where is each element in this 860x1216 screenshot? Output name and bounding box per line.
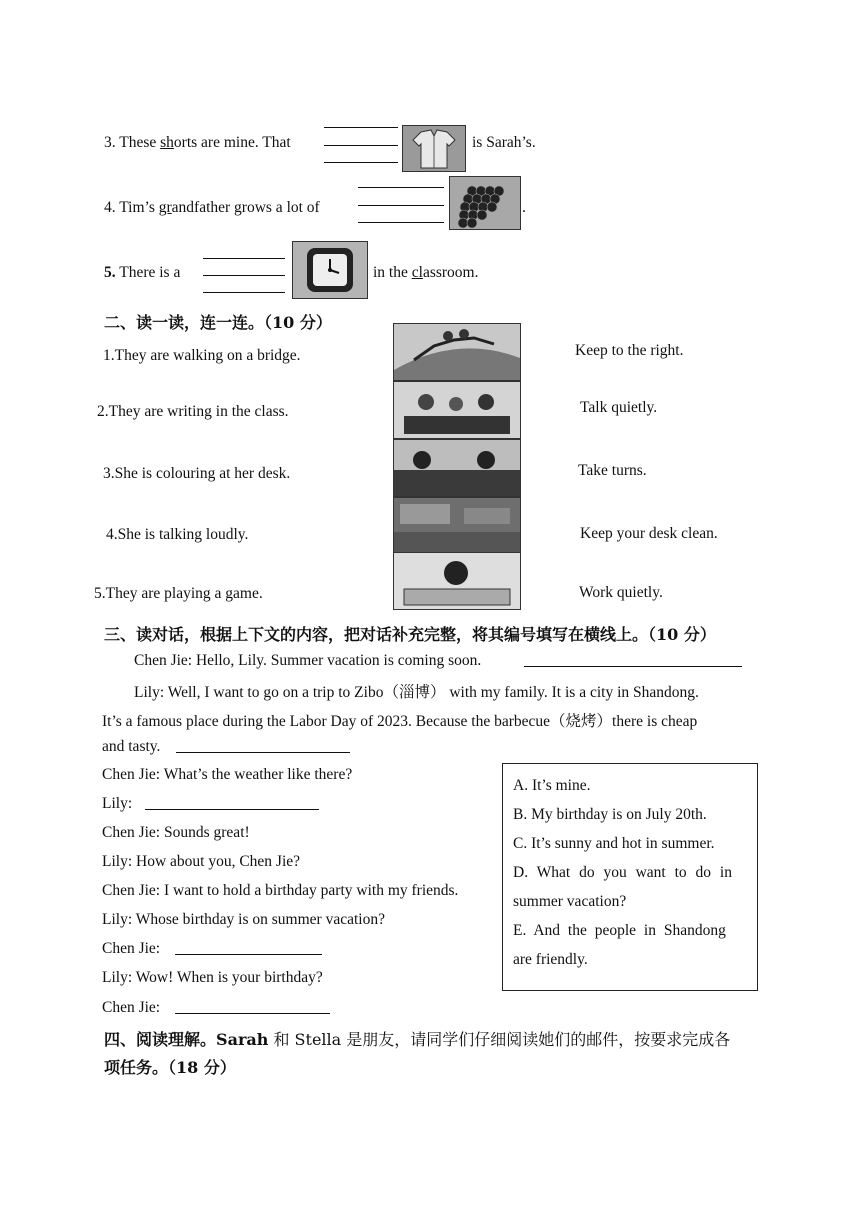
picture-writing	[393, 381, 521, 439]
dialogue-blank-2[interactable]	[176, 752, 350, 753]
option-b: B. My birthday is on July 20th.	[513, 806, 707, 823]
answer-line-4a[interactable]	[358, 187, 444, 188]
match-sentence-5: 5.They are playing a game.	[94, 585, 263, 602]
dialogue-line-10: Lily: Whose birthday is on summer vacation?	[102, 911, 385, 928]
option-d: D. What do you want to do in	[513, 864, 732, 881]
answer-line-3c[interactable]	[324, 162, 398, 163]
answer-line-4b[interactable]	[358, 205, 444, 206]
shirt-picture	[402, 125, 466, 172]
dialogue-blank-1[interactable]	[524, 666, 742, 667]
section-3-heading: 三、读对话，根据上下文的内容，把对话补充完整，将其编号填写在横线上。（10 分）	[104, 625, 716, 644]
dialogue-blank-4[interactable]	[175, 954, 322, 955]
match-sentence-2: 2.They are writing in the class.	[97, 403, 289, 420]
dialogue-blank-5[interactable]	[175, 1013, 330, 1014]
question-5: 5. There is a	[104, 264, 181, 281]
option-e-cont: are friendly.	[513, 951, 588, 968]
section-4-heading-cont: 项任务。（18 分）	[104, 1058, 236, 1077]
dialogue-line-9: Chen Jie: I want to hold a birthday party with my friends.	[102, 882, 459, 899]
dialogue-line-1: Chen Jie: Hello, Lily. Summer vacation is coming soon.	[134, 652, 482, 669]
dialogue-line-7: Chen Jie: Sounds great!	[102, 824, 250, 841]
answer-line-5a[interactable]	[203, 258, 285, 259]
picture-bridge	[393, 323, 521, 381]
match-rule-4: Keep your desk clean.	[580, 525, 718, 542]
option-a: A. It’s mine.	[513, 777, 591, 794]
dialogue-blank-3[interactable]	[145, 809, 319, 810]
grapes-picture	[449, 176, 521, 230]
match-sentence-3: 3.She is colouring at her desk.	[103, 465, 291, 482]
clock-picture	[292, 241, 368, 299]
dialogue-line-11: Chen Jie:	[102, 940, 161, 957]
question-3: 3. These shorts are mine. That	[104, 134, 291, 151]
answer-line-5b[interactable]	[203, 275, 285, 276]
question-4: 4. Tim’s grandfather grows a lot of	[104, 199, 320, 216]
answer-line-5c[interactable]	[203, 292, 285, 293]
dialogue-line-2: Lily: Well, I want to go on a trip to Zibo（淄博） with my family. It is a city in Shandong.	[134, 684, 699, 701]
option-c: C. It’s sunny and hot in summer.	[513, 835, 715, 852]
section-2-heading: 二、读一读，连一连。（10 分）	[104, 313, 332, 332]
question-5-end: in the classroom.	[373, 264, 479, 281]
options-box	[502, 763, 758, 991]
question-4-end: .	[522, 199, 526, 216]
option-d-cont: summer vacation?	[513, 893, 627, 910]
answer-line-3b[interactable]	[324, 145, 398, 146]
match-rule-2: Talk quietly.	[580, 399, 658, 416]
dialogue-line-6: Lily:	[102, 795, 133, 812]
answer-line-4c[interactable]	[358, 222, 444, 223]
match-sentence-1: 1.They are walking on a bridge.	[103, 347, 301, 364]
picture-talking	[393, 497, 521, 555]
dialogue-line-5: Chen Jie: What’s the weather like there?	[102, 766, 353, 783]
question-3-end: is Sarah’s.	[472, 134, 536, 151]
match-rule-3: Take turns.	[578, 462, 647, 479]
dialogue-line-4: and tasty.	[102, 738, 161, 755]
match-rule-1: Keep to the right.	[575, 342, 684, 359]
match-rule-5: Work quietly.	[579, 584, 663, 601]
option-e: E. And the people in Shandong	[513, 922, 726, 939]
section-4-heading: 四、阅读理解。Sarah 和 Stella 是朋友，请同学们仔细阅读她们的邮件，按要求完成各	[104, 1030, 731, 1049]
picture-colouring	[393, 439, 521, 497]
dialogue-line-12: Lily: Wow! When is your birthday?	[102, 969, 323, 986]
dialogue-line-13: Chen Jie:	[102, 999, 161, 1016]
match-sentence-4: 4.She is talking loudly.	[106, 526, 249, 543]
dialogue-line-3: It’s a famous place during the Labor Day of 2023. Because the barbecue（烧烤）there is cheap	[102, 713, 698, 730]
picture-game	[393, 552, 521, 610]
answer-line-3a[interactable]	[324, 127, 398, 128]
dialogue-line-8: Lily: How about you, Chen Jie?	[102, 853, 301, 870]
